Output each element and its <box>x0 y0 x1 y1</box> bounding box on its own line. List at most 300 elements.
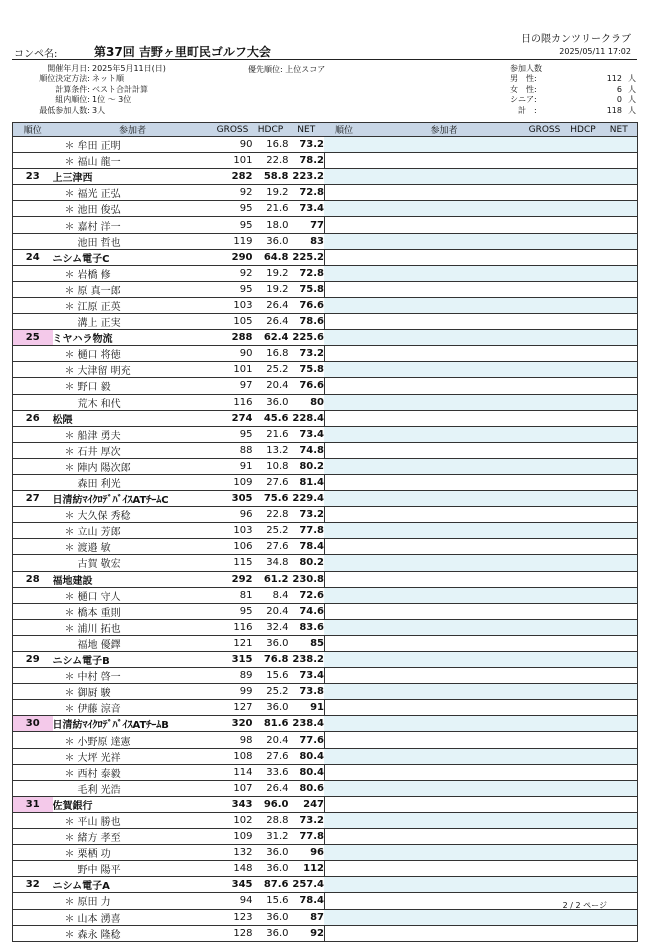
participant-count-row: 女 性: 6 人 <box>510 84 636 94</box>
net-cell <box>601 780 637 796</box>
hdcp-cell: 13.2 <box>253 442 289 458</box>
net-cell <box>601 571 637 587</box>
rank-cell <box>13 812 53 828</box>
name-cell <box>364 426 524 442</box>
name-cell <box>53 217 213 233</box>
team-row <box>13 169 325 185</box>
gross-cell: 96 <box>213 507 253 523</box>
hdcp-cell <box>565 764 601 780</box>
gross-cell: 114 <box>213 764 253 780</box>
player-name: 江原 正英 <box>77 301 121 313</box>
gross-cell <box>524 555 565 571</box>
name-cell <box>364 893 524 909</box>
hdcp-cell: 21.6 <box>253 201 289 217</box>
rank-cell <box>324 137 364 153</box>
name-cell <box>364 587 524 603</box>
team-name: 日清紡ﾏｲｸﾛﾃﾞﾊﾞｲｽATﾁｰﾑB <box>52 720 169 732</box>
net-cell <box>601 169 637 185</box>
player-name: 緒方 孝至 <box>77 833 121 845</box>
rank-cell <box>13 281 53 297</box>
compe-name: 第37回 吉野ヶ里町民ゴルフ大会 <box>94 45 271 59</box>
team-name: ニシム電子B <box>52 656 110 668</box>
net-cell: 74.8 <box>289 442 325 458</box>
gross-cell <box>524 153 565 169</box>
player-name: 森田 利光 <box>77 479 121 491</box>
gross-cell: 290 <box>213 249 253 265</box>
hdcp-cell: 36.0 <box>253 233 289 249</box>
net-cell <box>601 394 637 410</box>
header-hdcp: HDCP <box>253 123 289 137</box>
gross-cell: 305 <box>213 491 253 507</box>
rank-cell <box>324 426 364 442</box>
name-cell <box>53 249 213 265</box>
team-row <box>13 491 325 507</box>
hdcp-cell: 25.2 <box>253 362 289 378</box>
rank-cell: 23 <box>13 169 53 185</box>
rank-cell <box>324 780 364 796</box>
net-cell <box>601 523 637 539</box>
name-cell <box>53 796 213 812</box>
player-row <box>13 635 325 651</box>
results-table-left <box>12 122 325 942</box>
gross-cell <box>524 265 565 281</box>
hdcp-cell: 34.8 <box>253 555 289 571</box>
team-row <box>13 652 325 668</box>
hdcp-cell <box>565 555 601 571</box>
info-value: 2025年5月11日(日) <box>92 64 166 73</box>
hdcp-cell <box>565 442 601 458</box>
net-cell <box>601 732 637 748</box>
empty-row <box>324 426 637 442</box>
rank-cell <box>13 587 53 603</box>
rank-cell <box>13 265 53 281</box>
name-cell <box>53 378 213 394</box>
player-name: 古賀 敬宏 <box>77 559 121 571</box>
name-cell <box>53 362 213 378</box>
net-cell: 73.2 <box>289 137 325 153</box>
net-cell <box>601 346 637 362</box>
gross-cell: 105 <box>213 314 253 330</box>
team-row <box>13 571 325 587</box>
name-cell <box>364 297 524 313</box>
net-cell: 73.8 <box>289 684 325 700</box>
net-cell <box>601 909 637 925</box>
name-cell <box>53 523 213 539</box>
net-cell: 225.2 <box>289 249 325 265</box>
team-name: 日清紡ﾏｲｸﾛﾃﾞﾊﾞｲｽATﾁｰﾑC <box>52 495 169 507</box>
name-cell <box>364 603 524 619</box>
name-cell <box>53 169 213 185</box>
gross-cell: 92 <box>213 185 253 201</box>
gross-cell <box>524 780 565 796</box>
best-score-mark: ＊ <box>64 189 75 201</box>
hdcp-cell <box>565 829 601 845</box>
rank-cell <box>13 861 53 877</box>
hdcp-cell <box>565 265 601 281</box>
hdcp-cell <box>565 297 601 313</box>
empty-row <box>324 635 637 651</box>
player-row <box>13 539 325 555</box>
name-cell <box>53 619 213 635</box>
net-cell: 76.6 <box>289 378 325 394</box>
best-score-mark: ＊ <box>64 768 75 780</box>
name-cell <box>53 571 213 587</box>
gross-cell: 90 <box>213 137 253 153</box>
name-cell <box>53 652 213 668</box>
net-cell: 92 <box>289 925 325 941</box>
net-cell <box>601 362 637 378</box>
player-name: 溝上 正実 <box>77 318 121 330</box>
net-cell: 80.4 <box>289 748 325 764</box>
rank-cell: 24 <box>13 249 53 265</box>
rank-cell <box>324 378 364 394</box>
hdcp-cell: 36.0 <box>253 861 289 877</box>
hdcp-cell: 45.6 <box>253 410 289 426</box>
rank-cell <box>13 201 53 217</box>
team-row <box>13 796 325 812</box>
player-row <box>13 845 325 861</box>
rank-cell <box>324 185 364 201</box>
net-cell: 75.8 <box>289 362 325 378</box>
net-cell <box>601 539 637 555</box>
participants-block <box>508 64 638 116</box>
net-cell: 73.2 <box>289 346 325 362</box>
rank-cell <box>13 426 53 442</box>
rank-cell <box>13 378 53 394</box>
gross-cell: 292 <box>213 571 253 587</box>
name-cell <box>364 861 524 877</box>
player-row <box>13 442 325 458</box>
net-cell: 75.8 <box>289 281 325 297</box>
printed-datetime: 2025/05/11 17:02 <box>559 47 631 56</box>
info-value: 1位 ～ 3位 <box>92 95 132 105</box>
empty-row <box>324 829 637 845</box>
net-cell: 230.8 <box>289 571 325 587</box>
empty-row <box>324 458 637 474</box>
gross-cell: 90 <box>213 346 253 362</box>
empty-row <box>324 297 637 313</box>
gross-cell: 123 <box>213 909 253 925</box>
rank-cell <box>324 201 364 217</box>
team-name: 松隈 <box>52 414 73 426</box>
hdcp-cell <box>565 796 601 812</box>
player-name: 栗栖 功 <box>77 849 111 861</box>
rank-cell <box>324 748 364 764</box>
net-cell: 85 <box>289 635 325 651</box>
rank-cell <box>324 539 364 555</box>
hdcp-cell <box>565 314 601 330</box>
club-name: 日の隈カンツリークラブ <box>521 34 631 45</box>
hdcp-cell <box>565 410 601 426</box>
net-cell <box>601 796 637 812</box>
header-rank: 順位 <box>324 123 364 137</box>
priority-text: 優先順位: 上位スコア <box>248 65 326 74</box>
name-cell <box>53 925 213 941</box>
info-key: 計算条件: <box>55 84 90 94</box>
gross-cell <box>524 877 565 893</box>
net-cell: 80.2 <box>289 458 325 474</box>
rank-cell <box>324 297 364 313</box>
gross-cell: 103 <box>213 297 253 313</box>
hdcp-cell <box>565 571 601 587</box>
rank-cell <box>13 442 53 458</box>
results-table-right <box>324 122 638 942</box>
rank-cell: 26 <box>13 410 53 426</box>
info-key: 最低参加人数: <box>39 105 90 115</box>
player-row <box>13 474 325 490</box>
name-cell <box>364 169 524 185</box>
player-row <box>13 812 325 828</box>
name-cell <box>364 394 524 410</box>
gross-cell: 345 <box>213 877 253 893</box>
gross-cell <box>524 233 565 249</box>
name-cell <box>364 137 524 153</box>
gross-cell: 320 <box>213 716 253 732</box>
best-score-mark: ＊ <box>64 157 75 169</box>
rank-cell <box>13 185 53 201</box>
gross-cell: 102 <box>213 812 253 828</box>
hdcp-cell: 19.2 <box>253 281 289 297</box>
net-cell <box>601 748 637 764</box>
player-name: 船津 勇夫 <box>77 430 121 442</box>
gross-cell: 119 <box>213 233 253 249</box>
net-cell: 80.4 <box>289 764 325 780</box>
rank-cell: 28 <box>13 571 53 587</box>
hdcp-cell <box>565 217 601 233</box>
name-cell <box>364 249 524 265</box>
player-name: 福地 優鐸 <box>77 639 121 651</box>
net-cell: 257.4 <box>289 877 325 893</box>
player-name: 大津留 明充 <box>77 366 131 378</box>
net-cell <box>601 812 637 828</box>
name-cell <box>53 909 213 925</box>
net-cell: 80.2 <box>289 555 325 571</box>
empty-row <box>324 169 637 185</box>
rank-cell: 32 <box>13 877 53 893</box>
empty-row <box>324 314 637 330</box>
name-cell <box>53 265 213 281</box>
team-name: 上三津西 <box>52 173 93 185</box>
name-cell <box>364 780 524 796</box>
best-score-mark: ＊ <box>64 527 75 539</box>
net-cell <box>601 764 637 780</box>
player-row <box>13 603 325 619</box>
net-cell <box>601 555 637 571</box>
best-score-mark: ＊ <box>64 623 75 635</box>
net-cell: 228.4 <box>289 410 325 426</box>
rank-cell: 30 <box>13 716 53 732</box>
empty-row <box>324 233 637 249</box>
net-cell <box>601 442 637 458</box>
player-row <box>13 265 325 281</box>
net-cell: 225.6 <box>289 330 325 346</box>
net-cell <box>601 700 637 716</box>
player-row <box>13 555 325 571</box>
gross-cell: 103 <box>213 523 253 539</box>
hdcp-cell: 15.6 <box>253 668 289 684</box>
best-score-mark: ＊ <box>64 141 75 153</box>
hdcp-cell <box>565 169 601 185</box>
hdcp-cell <box>565 330 601 346</box>
net-cell <box>601 185 637 201</box>
empty-row <box>324 845 637 861</box>
hdcp-cell <box>565 668 601 684</box>
net-cell <box>601 635 637 651</box>
best-score-mark: ＊ <box>64 833 75 845</box>
gross-cell <box>524 829 565 845</box>
hdcp-cell <box>565 652 601 668</box>
best-score-mark: ＊ <box>64 591 75 603</box>
name-cell <box>364 185 524 201</box>
player-name: 福山 龍一 <box>77 157 121 169</box>
rank-cell <box>324 587 364 603</box>
best-score-mark: ＊ <box>64 301 75 313</box>
name-cell <box>53 201 213 217</box>
gross-cell <box>524 635 565 651</box>
hdcp-cell <box>565 249 601 265</box>
name-cell <box>53 539 213 555</box>
team-row <box>13 249 325 265</box>
hdcp-cell: 15.6 <box>253 893 289 909</box>
rank-cell <box>324 249 364 265</box>
net-cell: 72.8 <box>289 265 325 281</box>
empty-row <box>324 652 637 668</box>
hdcp-cell: 31.2 <box>253 829 289 845</box>
best-score-mark: ＊ <box>64 285 75 297</box>
rank-cell <box>324 281 364 297</box>
player-row <box>13 684 325 700</box>
net-cell: 73.2 <box>289 507 325 523</box>
gross-cell: 121 <box>213 635 253 651</box>
hdcp-cell: 27.6 <box>253 748 289 764</box>
player-name: 大坪 光祥 <box>77 752 121 764</box>
name-cell <box>53 684 213 700</box>
team-name: 佐賀銀行 <box>52 800 93 812</box>
empty-row <box>324 780 637 796</box>
gross-cell <box>524 362 565 378</box>
best-score-mark: ＊ <box>64 752 75 764</box>
rank-cell <box>324 410 364 426</box>
empty-row <box>324 523 637 539</box>
best-score-mark: ＊ <box>64 430 75 442</box>
player-row <box>13 925 325 941</box>
rank-cell <box>13 362 53 378</box>
player-name: 嘉村 洋一 <box>77 221 121 233</box>
gross-cell: 115 <box>213 555 253 571</box>
hdcp-cell: 75.6 <box>253 491 289 507</box>
rank-cell <box>324 330 364 346</box>
best-score-mark: ＊ <box>64 462 75 474</box>
gross-cell: 148 <box>213 861 253 877</box>
net-cell: 78.4 <box>289 893 325 909</box>
gross-cell <box>524 201 565 217</box>
name-cell <box>53 426 213 442</box>
rank-cell <box>324 491 364 507</box>
net-cell <box>601 233 637 249</box>
info-key: 順位決定方法: <box>39 74 90 84</box>
hdcp-cell <box>565 619 601 635</box>
best-score-mark: ＊ <box>64 269 75 281</box>
gross-cell <box>524 619 565 635</box>
hdcp-cell <box>565 716 601 732</box>
empty-row <box>324 668 637 684</box>
hdcp-cell: 19.2 <box>253 185 289 201</box>
rank-cell <box>13 732 53 748</box>
hdcp-cell: 25.2 <box>253 684 289 700</box>
rank-cell <box>324 555 364 571</box>
empty-row <box>324 861 637 877</box>
hdcp-cell <box>565 925 601 941</box>
hdcp-cell: 36.0 <box>253 925 289 941</box>
header-player: 参加者 <box>53 123 213 137</box>
name-cell <box>364 829 524 845</box>
rank-cell <box>13 217 53 233</box>
hdcp-cell: 25.2 <box>253 523 289 539</box>
name-cell <box>364 845 524 861</box>
empty-row <box>324 619 637 635</box>
name-cell <box>53 474 213 490</box>
hdcp-cell: 96.0 <box>253 796 289 812</box>
gross-cell <box>524 845 565 861</box>
rank-cell <box>13 829 53 845</box>
net-cell: 78.2 <box>289 153 325 169</box>
best-score-mark: ＊ <box>64 205 75 217</box>
hdcp-cell <box>565 812 601 828</box>
net-cell <box>601 281 637 297</box>
player-row <box>13 314 325 330</box>
rank-cell <box>13 507 53 523</box>
rank-cell <box>13 764 53 780</box>
rank-cell <box>324 507 364 523</box>
empty-row <box>324 137 637 153</box>
name-cell <box>364 201 524 217</box>
hdcp-cell: 8.4 <box>253 587 289 603</box>
empty-row <box>324 748 637 764</box>
empty-row <box>324 796 637 812</box>
net-cell: 80.6 <box>289 780 325 796</box>
gross-cell: 97 <box>213 378 253 394</box>
player-row <box>13 861 325 877</box>
name-cell <box>53 153 213 169</box>
player-row <box>13 426 325 442</box>
gross-cell: 81 <box>213 587 253 603</box>
rank-cell <box>13 635 53 651</box>
player-row <box>13 748 325 764</box>
rank-cell <box>13 748 53 764</box>
rank-cell <box>324 394 364 410</box>
hdcp-cell: 36.0 <box>253 909 289 925</box>
net-cell: 77.8 <box>289 523 325 539</box>
empty-row <box>324 507 637 523</box>
net-cell <box>601 265 637 281</box>
team-row <box>13 410 325 426</box>
empty-row <box>324 732 637 748</box>
empty-row <box>324 587 637 603</box>
name-cell <box>364 330 524 346</box>
rank-cell <box>324 845 364 861</box>
net-cell: 72.8 <box>289 185 325 201</box>
rank-cell <box>324 458 364 474</box>
gross-cell <box>524 812 565 828</box>
player-name: 石井 厚次 <box>77 446 121 458</box>
player-name: 平山 勝也 <box>77 816 121 828</box>
table-header <box>13 123 325 137</box>
header-gross: GROSS <box>213 123 253 137</box>
name-cell <box>53 845 213 861</box>
net-cell <box>601 314 637 330</box>
rank-cell <box>324 764 364 780</box>
empty-row <box>324 764 637 780</box>
